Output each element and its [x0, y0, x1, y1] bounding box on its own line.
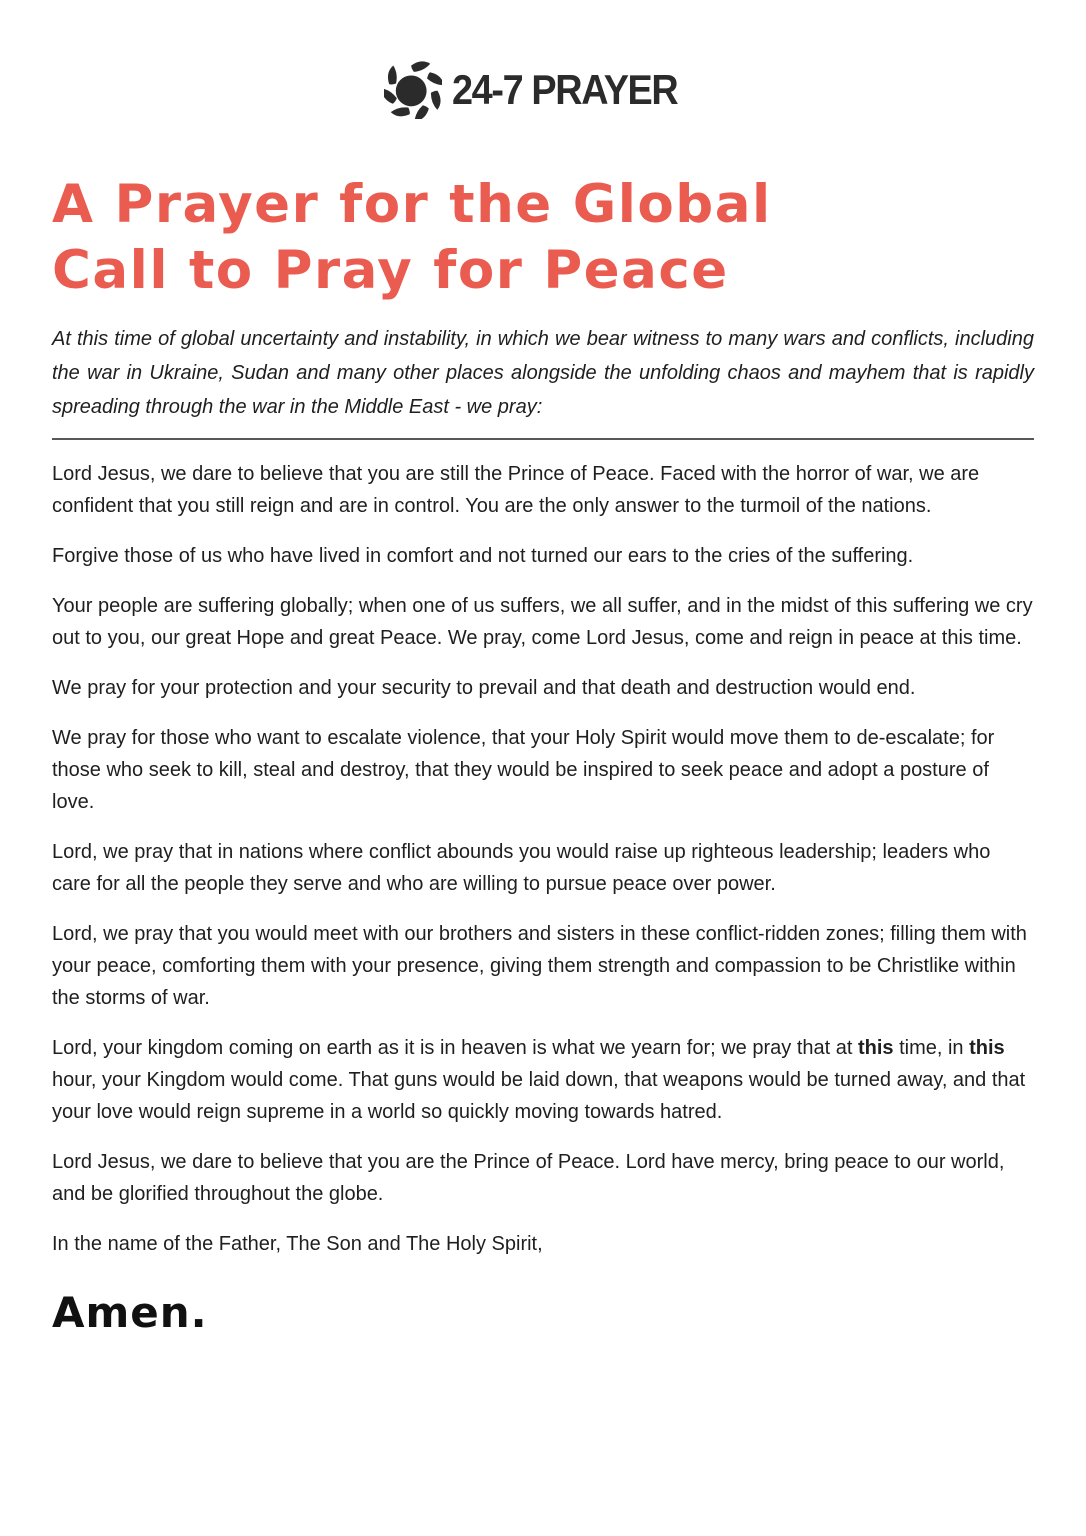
prayer-paragraph: Lord, your kingdom coming on earth as it is in heaven is what we yearn for; we pray that at this time, in this hour, your Kingdom would come. That guns would be laid down, that weapons would be turned away, and that your love would reign supreme in a world so quickly moving towards hatred.: [52, 1037, 1026, 1123]
intro-paragraph: At this time of global uncertainty and instability, in which we bear witness to many wars and conflicts, including the war in Ukraine, Sudan and many other places alongside the unfolding chaos and mayhem that is rapidly spreading through the war in the Middle East - we pray:: [52, 328, 1034, 418]
prayer-paragraphs: [52, 458, 1034, 1260]
prayer-paragraph: Lord Jesus, we dare to believe that you are the Prince of Peace. Lord have mercy, bring peace to our world, and be glorified throughout the globe.: [52, 1151, 1005, 1205]
logo-wordmark: 24-7 PRAYER: [451, 66, 678, 113]
page-title-line-2: Call to Pray for Peace: [52, 240, 729, 301]
page-title: [52, 172, 1034, 304]
prayer-paragraph: Forgive those of us who have lived in comfort and not turned our ears to the cries of the suffering.: [52, 545, 914, 567]
prayer-paragraph: Lord, we pray that you would meet with our brothers and sisters in these conflict-ridden zones; filling them with your peace, comforting them with your presence, giving them strength and compassion to be Christlike within the storms of war.: [52, 923, 1027, 1009]
prayer-paragraph: We pray for those who want to escalate violence, that your Holy Spirit would move them to de-escalate; for those who seek to kill, steal and destroy, that they would be inspired to seek peace and adopt a posture of love.: [52, 727, 995, 813]
page-title-line-1: A Prayer for the Global: [52, 174, 772, 235]
prayer-paragraph: In the name of the Father, The Son and The Holy Spirit,: [52, 1233, 543, 1255]
prayer-paragraph: We pray for your protection and your security to prevail and that death and destruction would end.: [52, 677, 916, 699]
divider-rule: [52, 438, 1034, 440]
prayer-paragraph: Lord Jesus, we dare to believe that you are still the Prince of Peace. Faced with the horror of war, we are confident that you still reign and are in control. You are the only answer to the turmoil of the nations.: [52, 463, 980, 517]
prayer-paragraph: Lord, we pray that in nations where conflict abounds you would raise up righteous leadership; leaders who care for all the people they serve and who are willing to pursue peace over power.: [52, 841, 991, 895]
logo: [52, 0, 1034, 120]
amen-text: Amen.: [52, 1288, 208, 1337]
thorn-circle-icon: [384, 61, 442, 119]
prayer-paragraph: Your people are suffering globally; when one of us suffers, we all suffer, and in the midst of this suffering we cry out to you, our great Hope and great Peace. We pray, come Lord Jesus, come and reign in peace at this time.: [52, 595, 1033, 649]
